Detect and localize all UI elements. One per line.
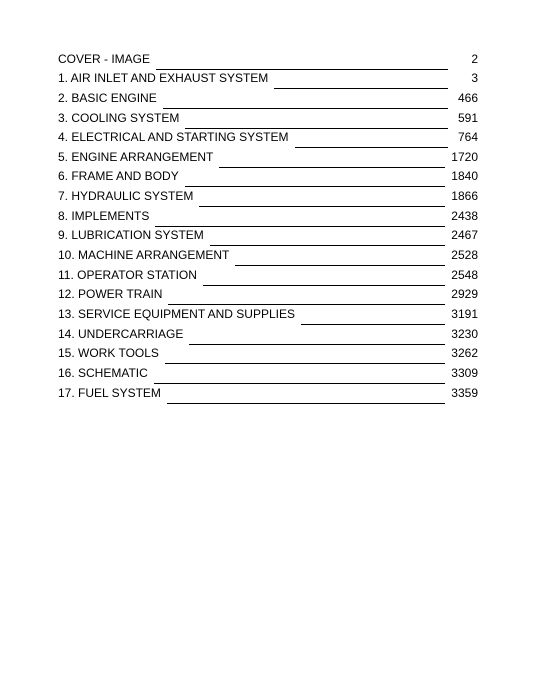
toc-leader-line (168, 304, 445, 305)
toc-leader-line (295, 147, 449, 148)
toc-leader-line (167, 403, 445, 404)
toc-entry-page: 2 (471, 51, 478, 66)
toc-leader-line (210, 245, 445, 246)
toc-entry-page: 2467 (451, 228, 478, 243)
toc-entry-title: 13. SERVICE EQUIPMENT AND SUPPLIES (58, 306, 295, 321)
toc-entry-page: 2548 (451, 267, 478, 282)
toc-entry-title: 14. UNDERCARRIAGE (58, 326, 184, 341)
toc-entry-cover-image[interactable] (58, 46, 478, 66)
toc-leader-line (235, 265, 445, 266)
toc-entry-page: 1720 (451, 149, 478, 164)
toc-leader-line (203, 285, 445, 286)
toc-entry-title: 11. OPERATOR STATION (58, 267, 197, 282)
toc-leader-line (274, 88, 448, 89)
toc-entry-title: 7. HYDRAULIC SYSTEM (58, 189, 194, 204)
toc-entry-page: 3191 (451, 306, 478, 321)
toc-leader-line (155, 226, 445, 227)
toc-leader-line (301, 324, 445, 325)
toc-leader-line (154, 383, 446, 384)
toc-entry-page: 2438 (451, 208, 478, 223)
toc-entry-title: 4. ELECTRICAL AND STARTING SYSTEM (58, 130, 289, 145)
toc-entry-title: 3. COOLING SYSTEM (58, 110, 180, 125)
toc-entry-title: 10. MACHINE ARRANGEMENT (58, 248, 230, 263)
toc-entry-page: 3230 (451, 326, 478, 341)
toc-entry-page: 2528 (451, 248, 478, 263)
toc-entry-page: 3309 (451, 365, 478, 380)
toc-entry-title: 8. IMPLEMENTS (58, 208, 150, 223)
toc-entry-page: 1866 (451, 189, 478, 204)
toc-entry-page: 3262 (451, 346, 478, 361)
toc-leader-line (189, 344, 445, 345)
toc-entry-page: 591 (457, 110, 478, 125)
toc-entry-title: 9. LUBRICATION SYSTEM (58, 228, 204, 243)
toc-leader-line (185, 128, 448, 129)
toc-entry-page: 466 (457, 90, 478, 105)
toc-leader-line (163, 108, 448, 109)
toc-entry-title: 12. POWER TRAIN (58, 287, 163, 302)
table-of-contents (58, 46, 478, 400)
toc-entry-title: 1. AIR INLET AND EXHAUST SYSTEM (58, 71, 269, 86)
toc-entry-title: 2. BASIC ENGINE (58, 90, 157, 105)
toc-entry-title: 5. ENGINE ARRANGEMENT (58, 149, 214, 164)
toc-entry-title: 16. SCHEMATIC (58, 365, 148, 380)
toc-entry-title: 6. FRAME AND BODY (58, 169, 179, 184)
toc-entry-title: COVER - IMAGE (58, 51, 151, 66)
toc-leader-line (165, 363, 445, 364)
toc-entry-title: 17. FUEL SYSTEM (58, 385, 161, 400)
toc-entry-page: 2929 (451, 287, 478, 302)
toc-leader-line (199, 206, 445, 207)
toc-entry-page: 764 (457, 130, 478, 145)
toc-entry-page: 3359 (451, 385, 478, 400)
toc-entry-page: 3 (471, 71, 478, 86)
toc-entry-page: 1840 (451, 169, 478, 184)
toc-leader-line (156, 69, 448, 70)
toc-entry-title: 15. WORK TOOLS (58, 346, 159, 361)
toc-leader-line (219, 167, 445, 168)
toc-leader-line (185, 186, 446, 187)
